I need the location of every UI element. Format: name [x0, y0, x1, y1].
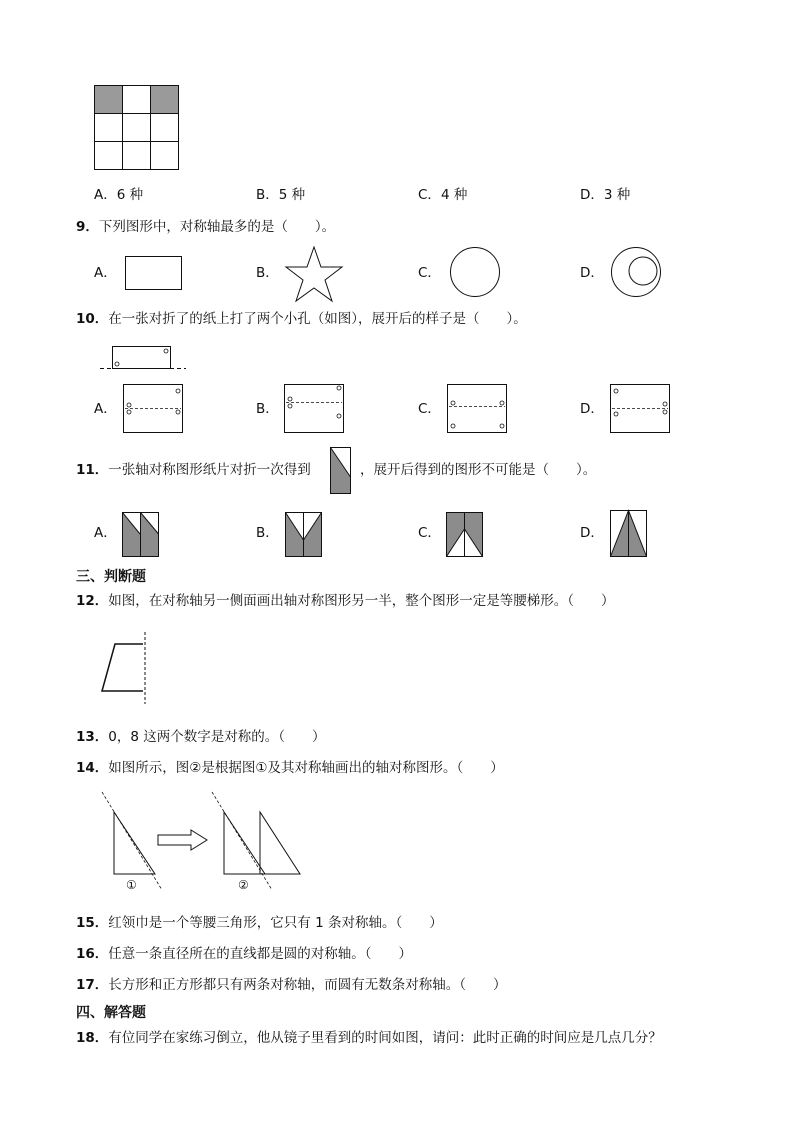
- q10-option-b[interactable]: B．: [256, 401, 279, 417]
- q9-circle-figure: [449, 246, 503, 300]
- q11-folded-shape-figure: [330, 447, 352, 495]
- q11-option-d-figure: [610, 510, 650, 558]
- question-11: [76, 461, 311, 479]
- question-16-number: 16．: [76, 946, 109, 962]
- question-18: [76, 1029, 662, 1047]
- q8-grid-figure: [94, 85, 180, 171]
- q11-option-a-figure: [122, 512, 162, 558]
- q8-option-d-letter: D．: [580, 187, 604, 203]
- q8-option-c-text: 4 种: [440, 187, 468, 203]
- q10-option-c-figure: [447, 384, 509, 436]
- q10-option-b-figure: [284, 384, 346, 436]
- question-9-number: 9．: [76, 219, 99, 235]
- q10-option-a[interactable]: A．: [94, 401, 117, 417]
- question-13: [76, 728, 326, 746]
- q9-double-circle-figure: [610, 246, 664, 300]
- question-15-text: 红领巾是一个等腰三角形，它只有 1 条对称轴。（ ）: [108, 915, 443, 931]
- question-15-number: 15．: [76, 915, 109, 931]
- question-17-text: 长方形和正方形都只有两条对称轴，而圆有无数条对称轴。（ ）: [108, 977, 507, 993]
- q9-star-figure: [284, 245, 344, 303]
- q8-option-c[interactable]: [418, 186, 467, 204]
- question-10-number: 10．: [76, 311, 109, 327]
- question-16-text: 任意一条直径所在的直线都是圆的对称轴。（ ）: [108, 946, 413, 962]
- question-12-text: 如图，在对称轴另一侧面画出轴对称图形另一半，整个图形一定是等腰梯形。（ ）: [108, 593, 615, 609]
- q10-option-a-figure: [123, 384, 185, 436]
- section-3-title: 三、判断题: [76, 569, 146, 585]
- q9-option-d[interactable]: D．: [580, 265, 604, 281]
- q8-option-b-text: 5 种: [278, 187, 306, 203]
- question-14-text: 如图所示，图②是根据图①及其对称轴画出的轴对称图形。（ ）: [108, 760, 504, 776]
- q8-option-d-text: 3 种: [603, 187, 631, 203]
- q11-option-b-figure: [285, 512, 325, 558]
- question-9-text: 下列图形中，对称轴最多的是（ ）。: [98, 219, 336, 235]
- q8-option-a-text: 6 种: [116, 187, 144, 203]
- question-16: [76, 945, 412, 963]
- q8-option-b[interactable]: [256, 186, 305, 204]
- question-15: [76, 914, 443, 932]
- q8-option-b-letter: B．: [256, 187, 279, 203]
- q8-option-a-letter: A．: [94, 187, 117, 203]
- question-13-text: 0，8 这两个数字是对称的。（ ）: [108, 729, 326, 745]
- q11-option-c[interactable]: C．: [418, 525, 441, 541]
- section-4-title: 四、解答题: [76, 1005, 146, 1021]
- q9-option-b[interactable]: B．: [256, 265, 279, 281]
- question-14-number: 14．: [76, 760, 109, 776]
- question-12-number: 12．: [76, 593, 109, 609]
- question-14: [76, 759, 504, 777]
- q10-option-d[interactable]: D．: [580, 401, 604, 417]
- question-10: [76, 310, 527, 328]
- q11-option-d[interactable]: D．: [580, 525, 604, 541]
- question-11-text-after: ，展开后得到的图形不可能是（ ）。: [360, 462, 597, 478]
- question-17: [76, 976, 507, 994]
- question-13-number: 13．: [76, 729, 109, 745]
- q14-label-2: ②: [238, 878, 249, 892]
- question-17-number: 17．: [76, 977, 109, 993]
- question-18-text: 有位同学在家练习倒立，他从镜子里看到的时间如图，请问：此时正确的时间应是几点几分？: [108, 1030, 662, 1046]
- q10-option-d-figure: [610, 384, 672, 436]
- question-10-text: 在一张对折了的纸上打了两个小孔（如图），展开后的样子是（ ）。: [108, 311, 527, 327]
- question-11-number: 11．: [76, 462, 109, 478]
- question-9: [76, 218, 335, 236]
- q9-rectangle-figure: [125, 256, 185, 292]
- q8-option-d[interactable]: [580, 186, 630, 204]
- q11-option-b[interactable]: B．: [256, 525, 279, 541]
- q9-option-a[interactable]: A．: [94, 265, 117, 281]
- q11-option-a[interactable]: A．: [94, 525, 117, 541]
- question-12: [76, 592, 615, 610]
- q14-arrow-icon: [157, 829, 209, 851]
- q14-figure-2: [210, 790, 304, 894]
- question-18-number: 18．: [76, 1030, 109, 1046]
- q10-option-c[interactable]: C．: [418, 401, 441, 417]
- q10-folded-paper-figure: [100, 343, 190, 375]
- q11-option-c-figure: [446, 512, 486, 558]
- question-11-text-before: 一张轴对称图形纸片对折一次得到: [108, 462, 311, 478]
- q12-half-trapezoid-figure: [100, 630, 150, 706]
- q8-option-c-letter: C．: [418, 187, 441, 203]
- q9-option-c[interactable]: C．: [418, 265, 441, 281]
- q14-label-1: ①: [126, 878, 137, 892]
- q8-option-a[interactable]: [94, 186, 143, 204]
